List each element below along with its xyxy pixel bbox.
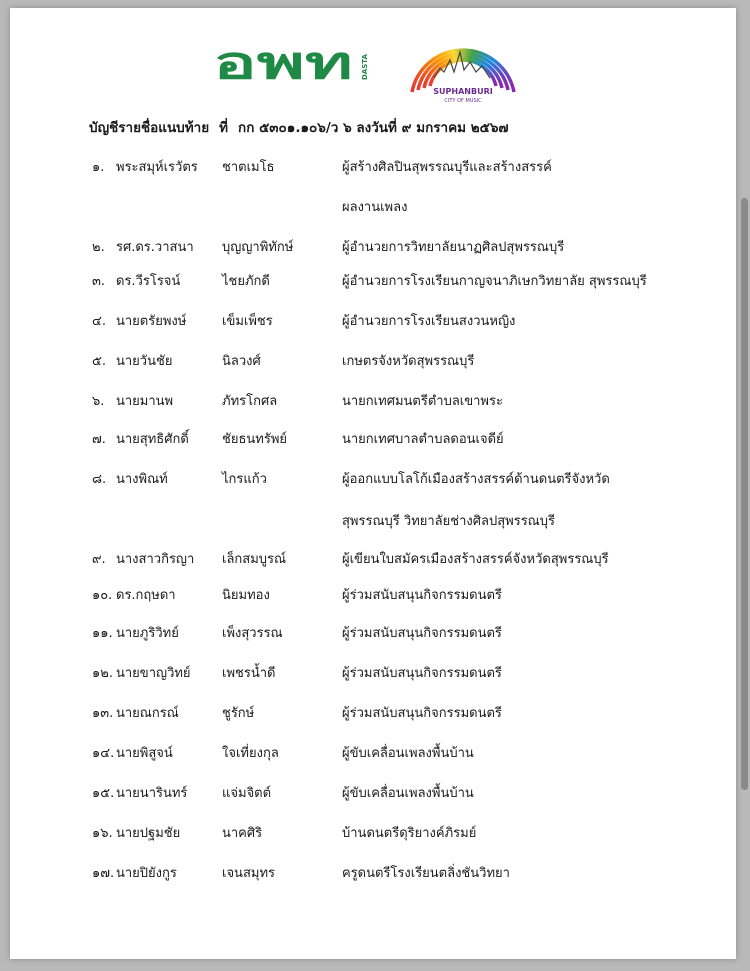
item-role: บ้านดนตรีดุริยางค์ภิรมย์	[342, 826, 477, 841]
item-role: ผู้อำนวยการโรงเรียนกาญจนาภิเษกวิทยาลัย สุพรรณบุรี	[342, 274, 647, 289]
item-role: ผู้เขียนใบสมัครเมืองสร้างสรรค์จังหวัดสุพรรณบุรี	[342, 552, 609, 567]
item-role: ผู้ออกแบบโลโก้เมืองสร้างสรรค์ด้านดนตรีจังหวัด	[342, 472, 610, 487]
item-name: นายมานพ	[116, 394, 174, 409]
item-surname: ไชยภักดี	[222, 274, 270, 289]
item-number: ๑๑.	[92, 626, 113, 641]
item-number: ๙.	[92, 552, 106, 567]
item-name: นายภูริวิทย์	[116, 626, 179, 641]
header-ref-label: ที่	[219, 120, 229, 136]
item-role: ผู้ร่วมสนับสนุนกิจกรรมดนตรี	[342, 706, 502, 721]
item-role: ผู้ร่วมสนับสนุนกิจกรรมดนตรี	[342, 626, 502, 641]
item-role: ผลงานเพลง	[342, 200, 408, 215]
header-label: บัญชีรายชื่อแนบท้าย	[89, 120, 210, 136]
item-role: นายกเทศบาลตำบลดอนเจดีย์	[342, 432, 504, 447]
item-name: ดร.วีรโรจน์	[116, 274, 181, 289]
item-role: ครูดนตรีโรงเรียนตลิ่งชันวิทยา	[342, 866, 510, 881]
item-name: นางสาวกิรญา	[116, 552, 195, 567]
item-number: ๗.	[92, 432, 106, 447]
item-surname: เล็กสมบูรณ์	[222, 552, 287, 567]
item-name: นายปฐมชัย	[116, 826, 181, 841]
item-role: ผู้ร่วมสนับสนุนกิจกรรมดนตรี	[342, 588, 502, 603]
item-number: ๑๗.	[92, 866, 115, 881]
item-surname: ใจเที่ยงกุล	[222, 746, 279, 761]
item-surname: นาคศิริ	[222, 826, 263, 841]
item-role: สุพรรณบุรี วิทยาลัยช่างศิลปสุพรรณบุรี	[342, 514, 555, 529]
dasta-logo-text: อพท	[213, 38, 353, 88]
item-surname: แจ่มจิตต์	[222, 786, 272, 801]
item-role: ผู้ขับเคลื่อนเพลงพื้นบ้าน	[342, 786, 474, 801]
item-surname: นิลวงศ์	[222, 354, 261, 369]
document-header	[89, 116, 509, 138]
dasta-logo	[213, 34, 373, 88]
item-number: ๘.	[92, 472, 107, 487]
item-name: นายนารินทร์	[116, 786, 188, 801]
suphanburi-logo-subtext: CITY OF MUSIC	[444, 98, 482, 104]
item-surname: ชัยธนทรัพย์	[222, 432, 287, 447]
item-number: ๒.	[92, 240, 105, 255]
item-name: ดร.กฤษดา	[116, 588, 176, 603]
item-number: ๑.	[92, 160, 105, 175]
rainbow-arcs-icon	[412, 50, 514, 92]
item-number: ๑๖.	[92, 826, 113, 841]
header-ref: กก ๕๓๐๑.๑๐๖/ว ๖ ลงวันที่ ๙ มกราคม ๒๕๖๗	[238, 120, 509, 136]
suphanburi-logo	[404, 32, 522, 110]
item-surname: ไกรแก้ว	[222, 472, 267, 487]
item-name: นายวันชัย	[116, 354, 173, 369]
item-surname: ชูรักษ์	[222, 706, 255, 721]
document-page	[10, 8, 736, 959]
item-number: ๔.	[92, 314, 106, 329]
item-surname: เจนสมุทร	[222, 866, 276, 881]
item-surname: ชาตเมโธ	[222, 160, 275, 175]
item-role: ผู้ร่วมสนับสนุนกิจกรรมดนตรี	[342, 666, 502, 681]
item-number: ๖.	[92, 394, 105, 409]
item-number: ๑๕.	[92, 786, 115, 801]
item-number: ๕.	[92, 354, 106, 369]
item-number: ๑๓.	[92, 706, 114, 721]
item-role: ผู้สร้างศิลปินสุพรรณบุรีและสร้างสรรค์	[342, 160, 552, 175]
item-number: ๑๒.	[92, 666, 113, 681]
item-surname: เพ็งสุวรรณ	[222, 626, 283, 641]
item-name: นายณกรณ์	[116, 706, 179, 721]
item-surname: บุญญาพิทักษ์	[222, 240, 294, 255]
item-name: นายขาญวิทย์	[116, 666, 191, 681]
scrollbar[interactable]	[741, 198, 748, 790]
item-name: นางพิณท์	[116, 472, 168, 487]
item-surname: นิยมทอง	[222, 588, 270, 603]
item-role: ผู้ขับเคลื่อนเพลงพื้นบ้าน	[342, 746, 474, 761]
item-name: นายสุทธิศักดิ์	[116, 432, 189, 447]
item-role: ผู้อำนวยการวิทยาลัยนาฏศิลปสุพรรณบุรี	[342, 240, 565, 255]
item-surname: เพชรน้ำดี	[222, 666, 276, 681]
item-role: เกษตรจังหวัดสุพรรณบุรี	[342, 354, 475, 369]
item-surname: ภัทรโกศล	[222, 394, 278, 409]
item-role: ผู้อำนวยการโรงเรียนสงวนหญิง	[342, 314, 516, 329]
dasta-logo-subtext: DASTA	[361, 54, 369, 80]
item-role: นายกเทศมนตรีตำบลเขาพระ	[342, 394, 503, 409]
item-surname: เข็มเพ็ชร	[222, 314, 273, 329]
item-number: ๑๐.	[92, 588, 113, 603]
item-number: ๑๔.	[92, 746, 115, 761]
item-name: นายพิสูจน์	[116, 746, 173, 761]
item-number: ๓.	[92, 274, 106, 289]
item-name: รศ.ดร.วาสนา	[116, 240, 194, 255]
item-name: พระสมุห์เรวัตร	[116, 160, 198, 175]
item-name: นายปิยังกูร	[116, 866, 177, 881]
suphanburi-logo-text: SUPHANBURI	[433, 87, 493, 96]
item-name: นายตรัยพงษ์	[116, 314, 187, 329]
